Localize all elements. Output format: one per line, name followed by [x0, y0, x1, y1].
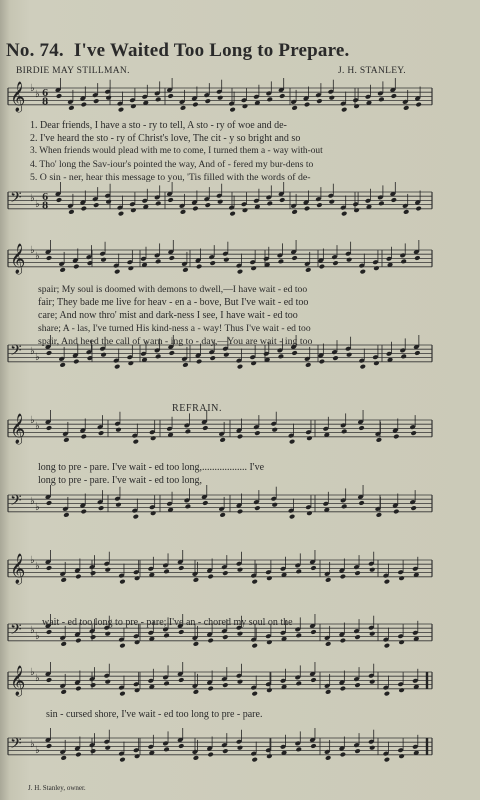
note-head [105, 631, 111, 637]
composer-credit: J. H. STANLEY. [338, 66, 406, 76]
note-head [81, 434, 87, 440]
note-head [305, 362, 311, 368]
note-head [340, 752, 346, 758]
note-head [400, 354, 406, 360]
note-head [56, 93, 62, 99]
hymn-title: I've Waited Too Long to Prepare. [73, 40, 350, 61]
note-head [115, 427, 121, 433]
note-head [115, 502, 121, 508]
note-head [393, 509, 399, 515]
copyright-note: J. H. Stanley, owner. [28, 784, 86, 792]
note-head [398, 753, 404, 759]
note-head [305, 267, 311, 273]
note-head [193, 641, 199, 647]
flat-sign: ♭ [35, 502, 40, 513]
time-signature: 8 [42, 201, 49, 212]
verse-line: 5. O sin - ner, hear this message to you, 'Tis filled with the words of de- [30, 172, 311, 183]
note-head [46, 677, 52, 683]
note-head [369, 679, 375, 685]
note-head [369, 631, 375, 637]
flat-sign: ♭ [30, 625, 35, 636]
note-head [251, 757, 257, 763]
note-head [251, 579, 257, 585]
flat-sign: ♭ [30, 83, 35, 94]
note-head [325, 755, 331, 761]
note-head [376, 512, 382, 518]
note-head [237, 567, 243, 573]
treble-clef: 𝄞 [10, 554, 26, 584]
note-head [289, 439, 295, 445]
flat-sign: ♭ [30, 555, 35, 566]
note-head [254, 505, 260, 511]
note-head [237, 269, 243, 275]
note-head [266, 575, 272, 581]
note-head [296, 569, 302, 575]
note-head [384, 643, 390, 649]
note-head [291, 350, 297, 356]
note-head [237, 434, 243, 440]
note-head [346, 257, 352, 263]
note-head [155, 201, 161, 207]
flat-sign: ♭ [30, 415, 35, 426]
note-head [316, 98, 322, 104]
note-head [46, 350, 52, 356]
note-head [150, 510, 156, 516]
note-head [304, 206, 310, 212]
note-head [414, 255, 420, 261]
note-head [266, 753, 272, 759]
note-head [251, 691, 257, 697]
verse-line: fair; They bade me live for heav - en a - bove, But I've wait - ed too [38, 297, 309, 308]
note-head [59, 362, 65, 368]
note-head [360, 364, 366, 370]
note-head [75, 574, 81, 580]
note-head [319, 359, 325, 365]
note-head [90, 748, 96, 754]
note-head [207, 638, 213, 644]
note-head [278, 354, 284, 360]
bass-clef: 𝄢 [10, 492, 22, 513]
note-head [346, 352, 352, 358]
note-head [272, 502, 278, 508]
note-head [415, 206, 421, 212]
note-head [267, 97, 273, 103]
note-head [119, 757, 125, 763]
note-head [296, 747, 302, 753]
note-head [354, 748, 360, 754]
note-head [384, 691, 390, 697]
note-head [251, 643, 257, 649]
note-head [63, 437, 69, 443]
note-head [178, 677, 184, 683]
note-head [202, 425, 208, 431]
note-head [163, 633, 169, 639]
note-head [130, 207, 136, 213]
note-head [403, 105, 409, 111]
note-head [354, 634, 360, 640]
flat-sign: ♭ [30, 193, 35, 204]
note-head [134, 575, 140, 581]
note-head [242, 103, 248, 109]
note-head [182, 362, 188, 368]
note-head [209, 355, 215, 361]
note-head [169, 255, 175, 261]
note-head [340, 574, 346, 580]
note-head [193, 755, 199, 761]
note-head [46, 425, 52, 431]
note-head [279, 93, 285, 99]
note-head [325, 577, 331, 583]
note-head [63, 512, 69, 518]
note-head [391, 93, 397, 99]
flat-sign: ♭ [35, 631, 40, 642]
note-head [93, 98, 99, 104]
note-head [242, 207, 248, 213]
note-head [229, 107, 235, 113]
note-head [310, 677, 316, 683]
refrain-label: REFRAIN. [172, 403, 223, 414]
note-head [415, 102, 421, 108]
note-head [332, 355, 338, 361]
note-head [378, 201, 384, 207]
note-head [105, 95, 111, 101]
note-head [81, 206, 87, 212]
note-head [341, 211, 347, 217]
flat-sign: ♭ [30, 667, 35, 678]
note-head [193, 577, 199, 583]
note-head [310, 565, 316, 571]
note-head [358, 500, 364, 506]
note-head [90, 634, 96, 640]
note-head [219, 512, 225, 518]
note-head [133, 514, 139, 520]
note-head [278, 259, 284, 265]
note-head [325, 641, 331, 647]
note-head [222, 682, 228, 688]
note-head [56, 197, 62, 203]
flat-sign: ♭ [35, 745, 40, 756]
note-head [403, 209, 409, 215]
note-head [325, 689, 331, 695]
note-head [209, 260, 215, 266]
note-head [329, 199, 335, 205]
verse-line: share; A - las, I've turned His kind-ness a - way! Thus I've wait - ed too [38, 323, 311, 334]
note-head [254, 430, 260, 436]
flat-sign: ♭ [35, 352, 40, 363]
note-head [267, 201, 273, 207]
note-head [296, 633, 302, 639]
note-head [398, 639, 404, 645]
note-head [134, 687, 140, 693]
note-head [98, 505, 104, 511]
flat-sign: ♭ [30, 245, 35, 256]
treble-clef: 𝄞 [10, 666, 26, 696]
note-head [163, 747, 169, 753]
note-head [185, 504, 191, 510]
note-head [133, 439, 139, 445]
note-head [93, 202, 99, 208]
note-head [222, 634, 228, 640]
note-head [193, 689, 199, 695]
note-head [46, 255, 52, 261]
note-head [155, 259, 161, 265]
note-head [134, 639, 140, 645]
note-head [73, 359, 79, 365]
note-head [100, 257, 106, 263]
note-head [134, 753, 140, 759]
note-head [207, 686, 213, 692]
note-head [128, 360, 134, 366]
note-head [167, 197, 173, 203]
note-head [130, 103, 136, 109]
note-head [373, 265, 379, 271]
verse-line: 3. When friends would plead with me to come, I turned them a - way with-out [30, 146, 323, 156]
note-head [306, 510, 312, 516]
note-head [398, 687, 404, 693]
note-head [46, 565, 52, 571]
note-head [46, 500, 52, 506]
note-head [119, 643, 125, 649]
bass-clef: 𝄢 [10, 342, 22, 363]
note-head [304, 102, 310, 108]
note-head [250, 360, 256, 366]
refrain-line: long to pre - pare. I've wait - ed too long,.................. I've [38, 462, 265, 473]
note-head [358, 425, 364, 431]
note-head [332, 260, 338, 266]
note-head [340, 686, 346, 692]
note-head [223, 352, 229, 358]
note-head [60, 641, 66, 647]
note-head [155, 354, 161, 360]
lyricist-credit: BIRDIE MAY STILLMAN. [16, 66, 130, 76]
note-head [60, 689, 66, 695]
time-signature: 6 [42, 89, 49, 99]
note-head [391, 197, 397, 203]
note-head [360, 269, 366, 275]
verse-line: 2. I've heard the sto - ry of Christ's love, The cit - y so bright and so [30, 133, 301, 144]
note-head [105, 199, 111, 205]
note-head [398, 575, 404, 581]
verse-line: 4. Tho' long the Sav-iour's pointed the way, And of - fered my bur-dens to [30, 159, 314, 170]
note-head [163, 569, 169, 575]
flat-sign: ♭ [35, 89, 40, 100]
note-head [310, 629, 316, 635]
note-head [289, 514, 295, 520]
note-head [150, 435, 156, 441]
hymn-number: No. 74. [6, 40, 64, 61]
note-head [266, 687, 272, 693]
note-head [384, 579, 390, 585]
verse-line: care; And now thro' mist and dark-ness I see, I have wait - ed too [38, 310, 298, 321]
note-head [222, 570, 228, 576]
note-head [202, 500, 208, 506]
flat-sign: ♭ [35, 251, 40, 262]
note-head [354, 570, 360, 576]
note-head [163, 681, 169, 687]
note-head [353, 103, 359, 109]
note-head [119, 579, 125, 585]
note-head [410, 430, 416, 436]
note-head [114, 364, 120, 370]
note-head [384, 757, 390, 763]
note-head [75, 638, 81, 644]
note-head [291, 209, 297, 215]
note-head [118, 107, 124, 113]
note-head [81, 102, 87, 108]
treble-clef: 𝄞 [10, 82, 26, 112]
verse-line: spair, And heed the call of warn - ing to - day,—You are wait - ing too [38, 336, 313, 347]
note-head [46, 743, 52, 749]
note-head [319, 264, 325, 270]
note-head [182, 267, 188, 273]
refrain-line: wait - ed too long to pre - pare; I've an - chored my soul on the [42, 617, 293, 628]
note-head [59, 267, 65, 273]
note-head [90, 570, 96, 576]
note-head [291, 255, 297, 261]
treble-clef: 𝄞 [10, 244, 26, 274]
note-head [178, 565, 184, 571]
flat-sign: ♭ [30, 496, 35, 507]
note-head [185, 429, 191, 435]
note-head [410, 505, 416, 511]
note-head [119, 691, 125, 697]
note-head [217, 199, 223, 205]
note-head [219, 437, 225, 443]
note-head [167, 93, 173, 99]
note-head [340, 638, 346, 644]
note-head [196, 264, 202, 270]
note-head [169, 350, 175, 356]
note-head [237, 509, 243, 515]
note-head [180, 209, 186, 215]
note-head [217, 95, 223, 101]
note-head [100, 352, 106, 358]
note-head [60, 577, 66, 583]
note-head [400, 259, 406, 265]
note-head [105, 679, 111, 685]
note-head [196, 359, 202, 365]
note-head [353, 207, 359, 213]
note-head [118, 211, 124, 217]
note-head [68, 105, 74, 111]
flat-sign: ♭ [35, 561, 40, 572]
note-head [90, 682, 96, 688]
flat-sign: ♭ [35, 421, 40, 432]
note-head [81, 509, 87, 515]
note-head [272, 427, 278, 433]
note-head [178, 743, 184, 749]
flat-sign: ♭ [30, 346, 35, 357]
note-head [75, 686, 81, 692]
refrain-line: sin - cursed shore, I've wait - ed too long to pre - pare. [46, 709, 263, 720]
note-head [237, 631, 243, 637]
note-head [341, 429, 347, 435]
note-head [369, 567, 375, 573]
note-head [105, 567, 111, 573]
note-head [250, 265, 256, 271]
note-head [68, 209, 74, 215]
note-head [266, 639, 272, 645]
note-head [73, 264, 79, 270]
note-head [114, 269, 120, 275]
note-head [378, 97, 384, 103]
note-head [207, 752, 213, 758]
note-head [229, 211, 235, 217]
note-head [128, 265, 134, 271]
note-head [414, 350, 420, 356]
note-head [207, 574, 213, 580]
note-head [291, 105, 297, 111]
refrain-line: long to pre - pare. I've wait - ed too long, [38, 475, 202, 486]
note-head [155, 97, 161, 103]
note-head [310, 743, 316, 749]
note-head [369, 745, 375, 751]
note-head [105, 745, 111, 751]
treble-clef: 𝄞 [10, 414, 26, 444]
note-head [222, 748, 228, 754]
note-head [192, 206, 198, 212]
note-head [237, 679, 243, 685]
note-head [306, 435, 312, 441]
verse-line: spair; My soul is doomed with demons to dwell,—I have wait - ed too [38, 284, 308, 295]
note-head [341, 504, 347, 510]
verse-line: 1. Dear friends, I have a sto - ry to tell, A sto - ry of woe and de- [30, 120, 287, 131]
note-head [205, 98, 211, 104]
note-head [296, 681, 302, 687]
note-head [376, 437, 382, 443]
note-head [75, 752, 81, 758]
time-signature: 8 [42, 97, 49, 108]
bass-clef: 𝄢 [10, 621, 22, 642]
note-head [329, 95, 335, 101]
flat-sign: ♭ [35, 199, 40, 210]
bass-clef: 𝄢 [10, 189, 22, 210]
note-head [237, 745, 243, 751]
note-head [180, 105, 186, 111]
note-head [373, 360, 379, 366]
note-head [393, 434, 399, 440]
flat-sign: ♭ [35, 673, 40, 684]
note-head [316, 202, 322, 208]
note-head [341, 107, 347, 113]
note-head [192, 102, 198, 108]
note-head [223, 257, 229, 263]
note-head [46, 629, 52, 635]
note-head [98, 430, 104, 436]
flat-sign: ♭ [30, 739, 35, 750]
bass-clef: 𝄢 [10, 735, 22, 756]
note-head [237, 364, 243, 370]
note-head [60, 755, 66, 761]
note-head [279, 197, 285, 203]
note-head [205, 202, 211, 208]
note-head [354, 682, 360, 688]
note-head [178, 629, 184, 635]
time-signature: 6 [42, 193, 49, 203]
